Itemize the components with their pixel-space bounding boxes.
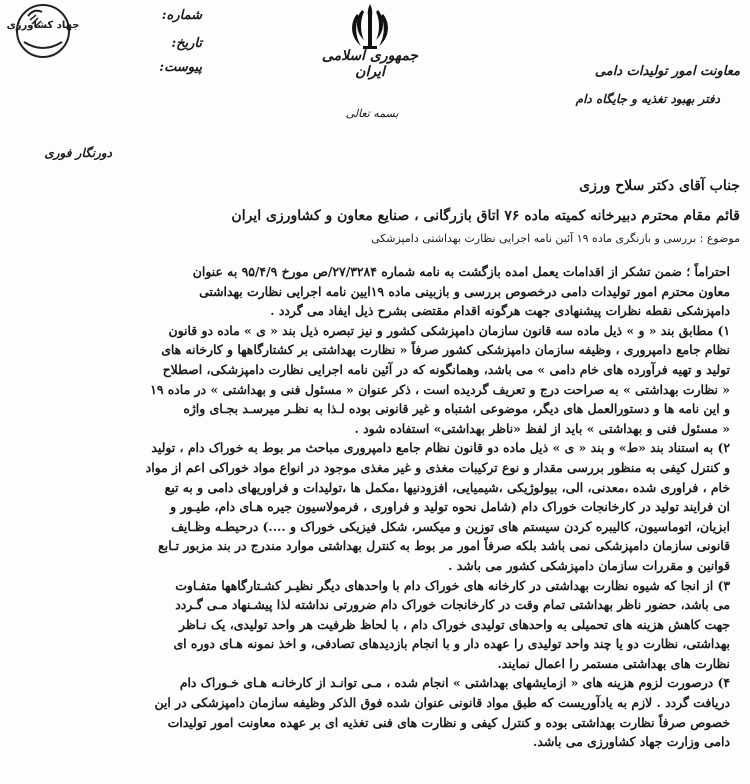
body-line: قانونی سازمان دامپزشکی نمی باشد بلکه صرفاً امور مر بوط به کنترل بهداشتی موارد مندرج در بند مزبور تـابع [158,538,730,554]
recipient-name: جناب آقای دکتر سلاح ورزی [579,178,740,194]
body-line: ۱) مطابق بند « و » ذیل ماده سه قانون سازمان دامپزشکی کشور و نیز تبصره ذیل بند « ی » ماده دو قانون [168,322,730,338]
body-line: خصوص صرفاً نظارت بهداشتی بوده و کنترل کیفی و نظارت های فنی تغذیه ای بر عهده معاونت امور تولیدات [167,714,730,730]
basmala: بسمه تعالی [345,107,399,120]
body-line: دامی وزارت جهاد کشاورزی می باشد. [533,734,730,750]
republic-title: جمهوری اسلامی ایران [321,48,419,80]
letter-body [30,262,730,752]
body-line: خام ، فراوری شده ،معدنی، الی، بیولوژیکی ،شیمیایی، افزودنیها ،مکمل ها ،تولیدات و فراوریهای دامی و به تبع [164,479,730,495]
number-label: شماره: [161,8,202,23]
fax-note: دورنگار فوری [44,146,112,160]
iran-emblem-icon [349,2,391,50]
body-line: ابزیان، اتوماسیون، کالیبره کردن سیستم های توزین و میکسر، شکل فیزیکی خوراک و ....) درحیطـه وظـایف [171,518,730,534]
body-line: جهت کاهش هزینه های تحمیلی به واحدهای تولیدی خوراک دام ، با لحاظ ظرفیت هر واحد تولیدی، یک نـاظر [178,616,730,632]
body-line: احتراماً ؛ ضمن تشکر از اقدامات یعمل امده بازگشت به نامه شماره ۲۷/۳۲۸۴/ص مورخ ۹۵/۴/۹ به عنوان [192,264,730,279]
date-label: تاریخ: [171,36,202,51]
letter-subject: موضوع : بررسی و بازنگری ماده ۱۹ آئین نامه اجرایی نظارت بهداشتی دامپزشکی [371,232,740,245]
body-line: ۲) به استناد بند «ط» و بند « ی » ذیل ماده دو قانون نظام جامع دامپروری مباحث مر بوط به خوراک دام ، تولید [151,440,730,456]
body-line: و این نامه ها و دستورالعمل های دیگر، موضوعی اشتباه و غیر قانونی بوده لـذا به نظـر میرسـد بجـای واژه [183,401,730,417]
office-title: دفتر بهبود تغذیه و جایگاه دام [575,92,720,106]
body-line: ان فرایند تولید در کارخانجات خوراک دام (شامل نحوه تولید و فراوری ، فرمولاسیون جیره هـای دام، طیـور و [170,499,730,515]
body-line: « مسئول فنی و بهداشتی » باید از لفظ «ناظر بهداشتی» استفاده شود . [354,420,730,436]
attachment-label: پیوست: [159,60,202,75]
body-line: « نظارت بهداشتی » به صراحت درج و تعریف گردیده است ، ذکر عنوان « مسئول فنی و بهداشتی » در ماده ۱۹ [150,381,730,397]
body-line: و کنترل کیفی به منظور بررسی مقدار و نوع ترکیبات مغذی و غیر مغذی موجود در انواع مواد خوراکی اعم از مواد [145,459,730,475]
body-line: دامپزشکی نقطه نظرات پیشنهادی جهت هرگونه اقدام مقتضی بشرح ذیل ایفاد می گردد . [270,303,730,319]
logo-text: جهاد کشاورزی [6,20,80,31]
recipient-title: قائم مقام محترم دبیرخانه کمیته ماده ۷۶ اتاق بازرگانی ، صنایع معاون و کشاورزی ایران [231,208,740,224]
body-line: تولید و تهیه فرآورده های خام دامی » می باشد، وهمانگونه که در آئین نامه اجرایی نظارت دامپزشکی، اصطلاح [162,361,730,377]
body-line: بهداشتی، نظارت دو یا چند واحد تولیدی را عهده دار و با انجام بازدیدهای تصادفی، و اخذ نمونه هـای دوره ای [173,636,730,652]
department-title: معاونت امور تولیدات دامی [594,64,740,79]
body-line: می باشد، حضور ناظر بهداشتی تمام وقت در کارخانجات خوراک دام ضرورتی نداشته لذا پیشـنهاد مـی گـردد [175,597,730,613]
body-line: دریافت گردد . لازم به یادآوریست که طبق مواد قانونی عنوان شده فوق الذکر وظیفه سازمان دامپزشکی در این [154,695,730,711]
body-line: نظارت های بهداشتی مستمر را اعمال نمایند. [497,655,730,671]
body-line: قوانین و مقررات سازمان دامپزشکی کشور می باشد . [448,557,730,573]
body-line: نظام جامع دامپروری ، وظیفه سازمان دامپزشکی کشور صرفاً « نظارت بهداشتی بر کشتارگاهها و کارخانه های [161,342,730,358]
body-line: ۴) درصورت لزوم هزینه های « ازمایشهای بهداشتی » انجام شده ، مـی توانـد از کارخانـه هـای خـوراک دام [179,675,730,691]
body-line: ۳) از انجا که شیوه نظارت بهداشتی در کارخانه های خوراک دام با واحدهای دیگر نظیـر کشـتارگاهها متفـاوت [175,577,730,593]
body-line: معاون محترم امور تولیدات دامی درخصوص بررسی و بازبینی ماده ۱۹ایین نامه اجرایی نظارت بهداشتی [199,283,730,299]
jahad-keshavarzi-logo [8,2,78,60]
